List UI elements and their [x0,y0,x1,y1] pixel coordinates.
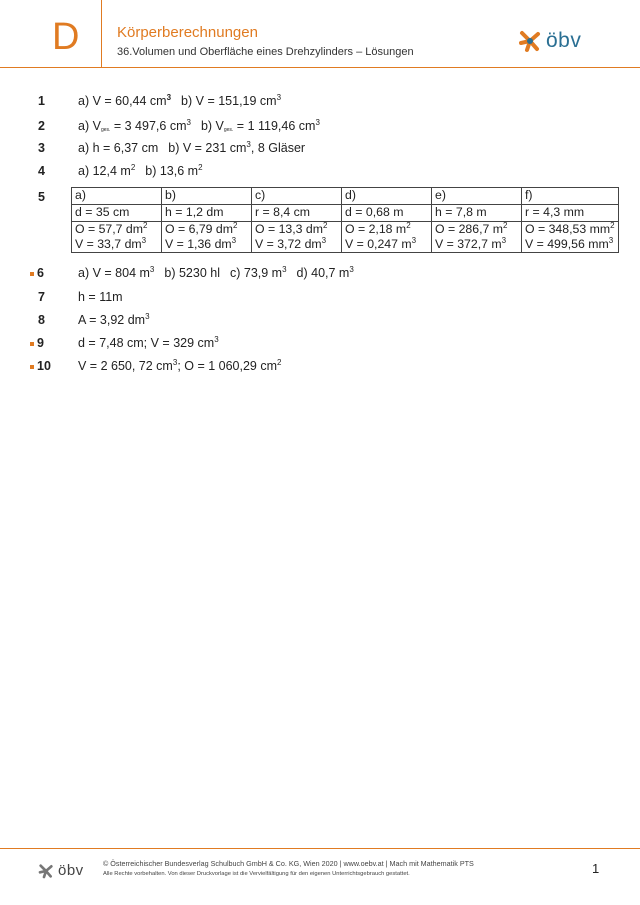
answer-number-text: 6 [37,266,44,280]
answer-part-b-value: = 1 119,46 cm [233,119,316,133]
exponent: 3 [231,236,237,245]
surface-value: O = 286,7 m [435,222,504,236]
table-cell [342,222,432,253]
table-header-row [72,188,619,205]
exponent: 2 [503,221,508,230]
surface-value: O = 348,53 mm [525,222,611,236]
answer-number: 4 [38,164,45,178]
challenge-marker-icon [30,272,34,276]
volume-value: V = 1,36 dm [165,237,232,251]
table-cell: r = 8,4 cm [252,205,342,222]
oebv-logo [518,29,581,53]
answer-text [78,163,203,179]
answer-part-a: a) h = 6,37 cm [78,141,159,155]
answer-part-a: a) V [78,119,101,133]
table-cell: h = 7,8 m [432,205,522,222]
exponent: 3 [349,265,354,274]
exponent: 3 [276,93,282,102]
answer-part-b: b) V = 151,19 cm [181,94,277,108]
exponent: 3 [321,236,327,245]
surface-value: O = 13,3 dm [255,222,324,236]
surface-value: O = 6,79 dm [165,222,234,236]
exponent: 3 [141,236,147,245]
answer-part-b: b) 13,6 m [145,164,199,178]
footer-divider [0,848,640,849]
table-cell: d = 35 cm [72,205,162,222]
exponent: 3 [608,236,614,245]
volume-value: V = 499,56 mm [525,237,609,251]
answer-part-b: b) V [200,119,224,133]
answer-part-b: b) 5230 hl [164,266,220,280]
answer-text: h = 11m [78,290,123,304]
answer-number: 2 [38,119,45,133]
answer-text [78,118,320,134]
exponent: 3 [214,335,219,344]
header-vertical-divider [101,0,102,68]
answer-number-text: 10 [37,359,51,373]
table-cell [522,222,619,253]
surface-value: O = 57,7 dm [75,222,144,236]
table-row-given [72,205,619,222]
answer-text [78,312,150,328]
footer-copyright: © Österreichischer Bundesverlag Schulbuch GmbH & Co. KG, Wien 2020 | www.oebv.at | Mach mit Mathematik PTS [103,859,474,868]
header-horizontal-divider [0,67,640,68]
answer-text [78,140,305,156]
table-header-cell: a) [72,188,162,205]
volume-value: V = 3,72 dm [255,237,322,251]
exponent: 2 [130,163,136,172]
exponent: 3 [166,93,172,102]
answer-value: A = 3,92 dm [78,313,146,327]
footer-logo [38,862,84,879]
answer-part-a: a) V = 804 m [78,266,150,280]
table-row-results [72,222,619,253]
answer-part-b-suffix: , 8 Gläser [250,141,306,155]
table-cell [162,222,252,253]
table-header-cell: f) [522,188,619,205]
exponent: 3 [282,265,287,274]
table-header-cell: c) [252,188,342,205]
answer-volume: V = 2 650, 72 cm [78,359,173,373]
exponent: 2 [406,221,411,230]
oebv-star-icon [38,863,54,879]
challenge-marker-icon [30,365,34,369]
answer-part-a: a) 12,4 m [78,164,131,178]
answer-number [30,335,44,351]
exponent: 3 [246,140,251,149]
table-header-cell: e) [432,188,522,205]
logo-text: öbv [58,862,84,879]
logo-text: öbv [546,29,582,52]
exponent: 2 [277,358,282,367]
exponent: 2 [610,221,615,230]
answer-number-text: 9 [37,336,44,350]
answer-number: 8 [38,313,45,327]
answer-value: d = 7,48 cm; V = 329 cm [78,336,215,350]
volume-value: V = 33,7 dm [75,237,142,251]
answer-text [78,358,281,374]
table-cell [72,222,162,253]
answer-number [30,265,44,281]
answer-number: 7 [38,290,45,304]
exponent: 2 [233,221,238,230]
footer-rights: Alle Rechte vorbehalten. Von dieser Druckvorlage ist die Vervielfältigung für den eigenen Unterrichtsgebrauch gestattet. [103,871,410,877]
table-cell: r = 4,3 mm [522,205,619,222]
table-cell: d = 0,68 m [342,205,432,222]
page-number: 1 [592,861,600,876]
exponent: 3 [411,236,417,245]
answer-number: 5 [38,190,45,204]
table-header-cell: d) [342,188,432,205]
answer-number: 3 [38,141,45,155]
answer-part-a: a) V = 60,44 cm [78,94,167,108]
exponent: 3 [149,265,155,274]
exponent: 2 [143,221,148,230]
exponent: 2 [323,221,328,230]
answer-part-c: c) 73,9 m [229,266,283,280]
subscript: ges. [223,127,234,133]
answer-part-d: d) 40,7 m [296,266,350,280]
subscript: ges. [100,127,111,133]
oebv-star-icon [518,29,542,53]
answer-text [78,265,354,281]
answer-part-b: b) V = 231 cm [168,141,247,155]
exponent: 3 [172,358,178,367]
answer-text [78,93,281,109]
answer-number: 1 [38,94,45,108]
exponent: 3 [501,236,507,245]
page-title: Körperberechnungen [117,24,258,41]
volume-value: V = 372,7 m [435,237,502,251]
chapter-letter: D [52,16,80,58]
answer-5-table [71,187,619,253]
table-header-cell: b) [162,188,252,205]
table-cell [432,222,522,253]
challenge-marker-icon [30,342,34,346]
answer-surface: ; O = 1 060,29 cm [177,359,278,373]
answer-part-a-value: = 3 497,6 cm [110,119,187,133]
table-cell [252,222,342,253]
exponent: 3 [186,118,191,127]
exponent: 3 [315,118,320,127]
exponent: 3 [145,312,150,321]
exponent: 2 [198,163,203,172]
page-subtitle: 36.Volumen und Oberfläche eines Drehzylinders – Lösungen [117,46,414,58]
table-cell: h = 1,2 dm [162,205,252,222]
answer-text [78,335,219,351]
surface-value: O = 2,18 m [345,222,407,236]
answer-number [30,358,51,374]
volume-value: V = 0,247 m [345,237,412,251]
